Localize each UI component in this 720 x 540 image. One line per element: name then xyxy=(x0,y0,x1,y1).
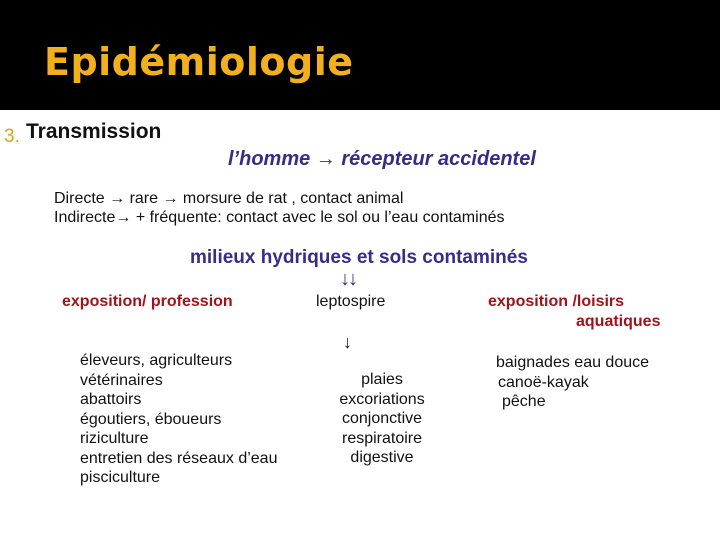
list-item: baignades eau douce xyxy=(496,354,650,371)
milieux-heading: milieux hydriques et sols contaminés xyxy=(190,247,528,268)
down-arrow: ↓ xyxy=(343,332,352,352)
aquatiques-header: aquatiques xyxy=(576,313,661,330)
exposition-profession-header: exposition/ profession xyxy=(62,293,233,310)
list-item: éleveurs, agriculteurs xyxy=(80,352,233,369)
list-item: excoriations xyxy=(339,390,425,408)
indirecte-line: Indirecte→ + fréquente: contact avec le sol ou l’eau contaminés xyxy=(54,209,505,226)
directe-line: Directe → rare → morsure de rat , contact animal xyxy=(54,190,404,207)
section-title: Transmission xyxy=(26,120,162,143)
list-item: riziculture xyxy=(80,430,149,447)
exposition-loisirs-header: exposition /loisirs xyxy=(488,293,625,310)
leptospire-label: leptospire xyxy=(316,293,386,310)
loisirs-list xyxy=(496,353,649,412)
subtitle: l’homme → récepteur accidentel xyxy=(228,148,536,170)
list-item: entretien des réseaux d’eau xyxy=(80,449,278,467)
list-item: vétérinaires xyxy=(80,371,163,389)
slide-title: Epidémiologie xyxy=(44,40,354,84)
list-item: canoë-kayak xyxy=(498,373,589,391)
portes-list xyxy=(330,370,434,468)
section-number: 3. xyxy=(4,126,20,147)
list-item: égoutiers, éboueurs xyxy=(80,410,222,428)
list-item: respiratoire xyxy=(341,429,423,447)
list-item: conjonctive xyxy=(341,410,423,427)
list-item: abattoirs xyxy=(80,391,142,408)
list-item: pisciculture xyxy=(80,469,161,486)
list-item: plaies xyxy=(361,371,403,388)
list-item: pêche xyxy=(502,393,546,410)
professions-list xyxy=(80,351,277,488)
double-arrow: ↓↓ xyxy=(340,268,356,290)
list-item: digestive xyxy=(350,449,414,466)
